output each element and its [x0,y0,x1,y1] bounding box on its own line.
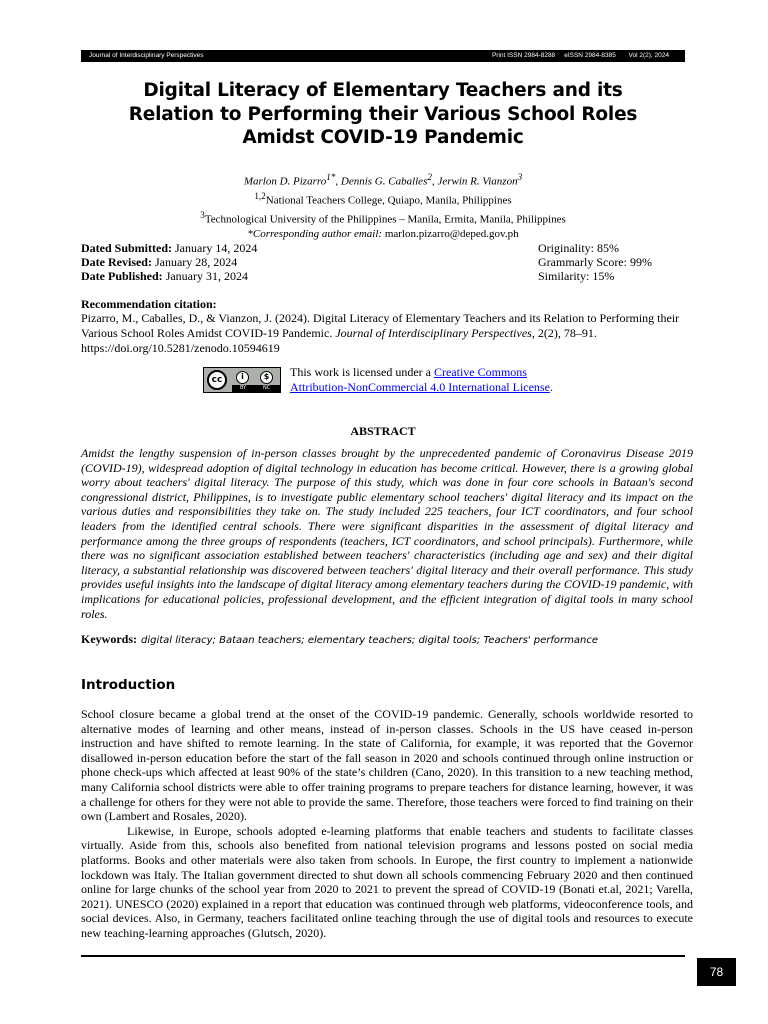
title-line-2: Relation to Performing their Various School Roles [128,103,638,125]
affiliation-1-sup: 1,2 [254,191,266,202]
footer-rule [81,955,685,957]
affiliation-2-text: Technological University of the Philippines – Manila, Ermita, Manila, Philippines [204,213,566,226]
author-1: Marlon D. Pizarro [243,175,327,188]
originality-score: Originality: 85% [538,241,619,255]
citation-text: Pizarro, M., Caballes, D., & Vianzon, J. (2024). Digital Literacy of Elementary Teachers and its Relation to Performing their Various School Roles Amidst COVID-19 Pandemic. [81,311,680,340]
corresponding-label: *Corresponding author email: [247,228,383,241]
license-name-link[interactable]: Attribution-NonCommercial 4.0 International License [290,379,550,394]
author-block [81,170,685,242]
journal-name: Journal of Interdisciplinary Perspectives [89,52,204,59]
scores-block [538,241,652,283]
date-revised-label: Date Revised: [81,255,152,269]
recommendation-label: Recommendation citation: [81,297,217,311]
keywords [81,632,598,647]
intro-paragraph-2: Likewise, in Europe, schools adopted e-learning platforms that enable teachers and students to facilitate classes virtually. Aside from this, schools also benefited from national television programs and lessons posted on social media platforms. Books and other materials were also taken from schools. In Europe, the first country to implement a nationwide lockdown was Italy. The Italian government directed to shut down all schools commencing February 2020 and then continued online for large chunks of the school year from 2020 to 2021 to prevent the spread of COVID-19 (Bonati et.al, 2021; Varella, 2021). UNESCO (2020) explained in a report that education was continued through web platforms, videoconference tools, and social devices. Also, in Germany, teachers facilitated online teaching through the use of digital tools and resources to execute new teaching-learning approaches (Glutsch, 2020). [81,823,693,940]
journal-header-bar [81,50,685,62]
similarity-score: Similarity: 15% [538,269,615,283]
author-3-sup: 3 [517,172,523,182]
cc-badge-strip [232,385,280,392]
cc-by-nc-badge[interactable] [203,367,281,393]
date-submitted-value: January 14, 2024 [175,241,258,255]
cc-icon: cc [207,370,227,390]
cc-nc-label: NC [263,385,271,391]
author-list: Marlon D. Pizarro$^{1*}$, Dennis G. Caballes$^2$, Jerwin R. Vianzon$^3$ [243,172,523,188]
license-text-pre: This work is licensed under a [290,365,434,379]
date-submitted [81,241,257,255]
dates-block [81,241,257,283]
grammarly-score: Grammarly Score: 99% [538,255,652,269]
issn-info: Print ISSN 2984-8288 eISSN 2984-8385 Vol 2(2), 2024 [491,52,669,59]
date-published-value: January 31, 2024 [165,269,249,283]
corresponding-email[interactable]: marlon.pizarro@deped.gov.ph [384,228,519,241]
cc-by-label: BY [240,385,247,391]
author-2: Dennis G. Caballes [340,175,428,188]
date-submitted-label: Dated Submitted: [81,241,173,255]
recommendation-citation [81,311,691,356]
abstract-heading: ABSTRACT [350,424,416,438]
keywords-list: digital literacy; Bataan teachers; elementary teachers; digital tools; Teachers' performance [141,635,599,646]
affiliation-1 [81,189,685,208]
noncommercial-icon: $ [260,371,273,384]
page-number: 78 [697,958,736,986]
abstract-text: Amidst the lengthy suspension of in-person classes brought by the unprecedented pandemic of Coronavirus Disease 2019 (COVID-19), widespread adoption of digital technology in education has become critical. However, there is a growing global worry about teachers' digital literacy. The purpose of this study, which was done in four core schools in Bataan's second congressional district, Philippines, is to investigate public elementary school teachers' digital literacy and its impact on the various duties and responsibilities they take on. The study included 225 teachers, four ICT coordinators, and four school leaders from the identified central schools. There were significant disparities in the assessment of digital literacy and performance among the three groups of respondents (teachers, ICT coordinators, and school principals). Furthermore, while there was no significant association established between teachers' characteristics (including age and sex) and their digital literacy, a substantial relationship was discovered between teachers' digital literacy and their overall performance. This study provides useful insights into the landscape of digital literacy among elementary teachers during the COVID-19 pandemic, with implications for educational policies, professional development, and the efficient integration of digital tools in many school roles. [81,446,693,621]
author-2-sup: 2 [427,172,432,182]
author-1-sup: 1* [326,172,336,182]
by-attribution-icon: i [236,371,249,384]
title-line-1: Digital Literacy of Elementary Teachers and its [143,80,623,101]
affiliation-2-sup: 3 [200,210,205,221]
affiliation-1-text: National Teachers College, Quiapo, Manila, Philippines [265,194,512,207]
introduction-heading: Introduction [81,677,176,693]
citation-details: , 2(2), 78–91. https://doi.org/10.5281/zenodo.10594619 [81,326,597,355]
date-revised [81,255,257,269]
affiliation-2 [81,208,685,227]
keywords-label: Keywords: [81,632,137,646]
license-text [290,365,553,394]
citation-journal: Journal of Interdisciplinary Perspectives [335,326,532,340]
date-revised-value: January 28, 2024 [154,255,238,269]
introduction-body [81,707,693,941]
date-published-label: Date Published: [81,269,163,283]
author-3: Jerwin R. Vianzon [437,175,518,188]
license-text-post: . [549,379,553,394]
creative-commons-link[interactable]: Creative Commons [433,365,527,379]
paper-title [81,79,685,150]
corresponding-author [81,227,685,242]
title-line-3: Amidst COVID-19 Pandemic [242,127,524,148]
license-block [203,365,603,395]
date-published [81,269,257,283]
intro-paragraph-1: School closure became a global trend at the onset of the COVID-19 pandemic. Generally, schools worldwide resorted to alternative modes of learning and other means, instead of in-person classes. Schools in the US have ceased in-person instruction and have shifted to remote learning. In the state of California, for example, it was reported that the Governor disallowed in-person education before the start of the fall season in 2020 and schools continued through online instruction or phone check-ups which affected at least 90% of the state’s children (Cano, 2020). In this transition to a new teaching method, many California school districts were able to offer training programs to prepare teachers for distance learning, however, it was a challenge for others for they were not able to provide the same. Therefore, those teachers were forced to find training on their own (Lambert and Rosales, 2020). [81,707,693,824]
